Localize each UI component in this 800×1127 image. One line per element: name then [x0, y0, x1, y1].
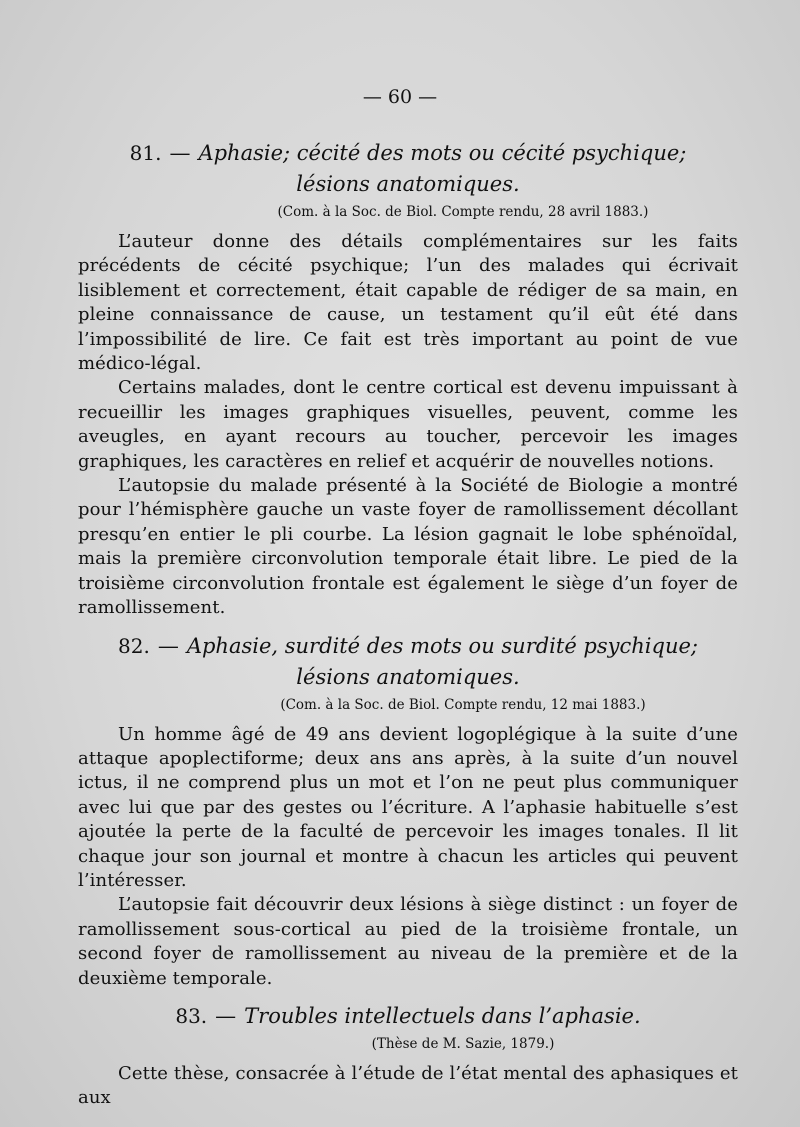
paragraph: Un homme âgé de 49 ans devient logoplégique à la suite d’une attaque apoplectiforme; deux ans ans après, à la suite d’un nouvel ictus, il ne comprend plus un mot et l’on ne peut plus communiquer avec lui que par des gestes ou l’écriture. A l’aphasie habituelle s’est ajoutée la perte de la faculté de percevoir les images tonales. Il lit chaque jour son journal et montre à chacun les articles qui peuvent l’intéresser. — [78, 723, 738, 891]
section-title-continued: lésions anatomiques. — [296, 172, 520, 196]
section-reference: (Com. à la Soc. de Biol. Compte rendu, 12 mai 1883.) — [280, 696, 646, 713]
section-heading: 81. — Aphasie; cécité des mots ou cécité psychique; lésions anatomiques. — [129, 141, 687, 196]
paragraph: L’autopsie fait découvrir deux lésions à siège distinct : un foyer de ramollissement sous-cortical au pied de la troisième frontale, un second foyer de ramollissement au niveau de la première et de la deuxième temporale. — [78, 894, 738, 989]
paragraph: L’auteur donne des détails complémentaires sur les faits précédents de cécité psychique; l’un des malades qui écrivait lisiblement et correctement, était capable de rédiger de sa main, en pleine connaissance de cause, un testament qu’il eût été dans l’impossibilité de lire. Ce fait est très important au point de vue médico-légal. — [78, 231, 738, 375]
section-heading: 82. — Aphasie, surdité des mots ou surdité psychique; lésions anatomiques. — [118, 633, 698, 689]
section-title: Aphasie; cécité des mots ou cécité psychique; — [198, 141, 687, 165]
paragraph: L’autopsie du malade présenté à la Société de Biologie a montré pour l’hémisphère gauche un vaste foyer de ramollissement décollant presqu’en entier le pli courbe. La lésion gagnait le lobe sphénoïdal, mais la première circonvolution temporale était libre. Le pied de la troisième circonvolution frontale est également le siège d’un foyer de ramollissement. — [78, 475, 738, 619]
page-number: — 60 — — [362, 86, 438, 108]
section-title: Aphasie, surdité des mots ou surdité psychique; — [186, 633, 698, 658]
section-number: 83. — [175, 1003, 208, 1028]
section-number: 81. — [129, 141, 162, 165]
section-title: Troubles intellectuels dans l’aphasie. — [244, 1003, 641, 1028]
section-number: 82. — [118, 633, 150, 658]
section-81 — [78, 138, 738, 621]
paragraph: Cette thèse, consacrée à l’étude de l’état mental des aphasiques et aux — [78, 1062, 738, 1109]
section-reference: (Com. à la Soc. de Biol. Compte rendu, 28 avril 1883.) — [277, 204, 649, 220]
section-82 — [78, 631, 738, 991]
section-heading: 83. — Troubles intellectuels dans l’aphasie. — [175, 1003, 641, 1028]
section-title-continued: lésions anatomiques. — [296, 664, 520, 689]
page-content — [78, 138, 738, 1111]
section-83 — [78, 1001, 738, 1111]
section-reference: (Thèse de M. Sazie, 1879.) — [371, 1035, 555, 1052]
paragraph: Certains malades, dont le centre cortical est devenu impuissant à recueillir les images graphiques visuelles, peuvent, comme les aveugles, en ayant recours au toucher, percevoir les images graphiques, les caractères en relief et acquérir de nouvelles notions. — [78, 377, 738, 472]
